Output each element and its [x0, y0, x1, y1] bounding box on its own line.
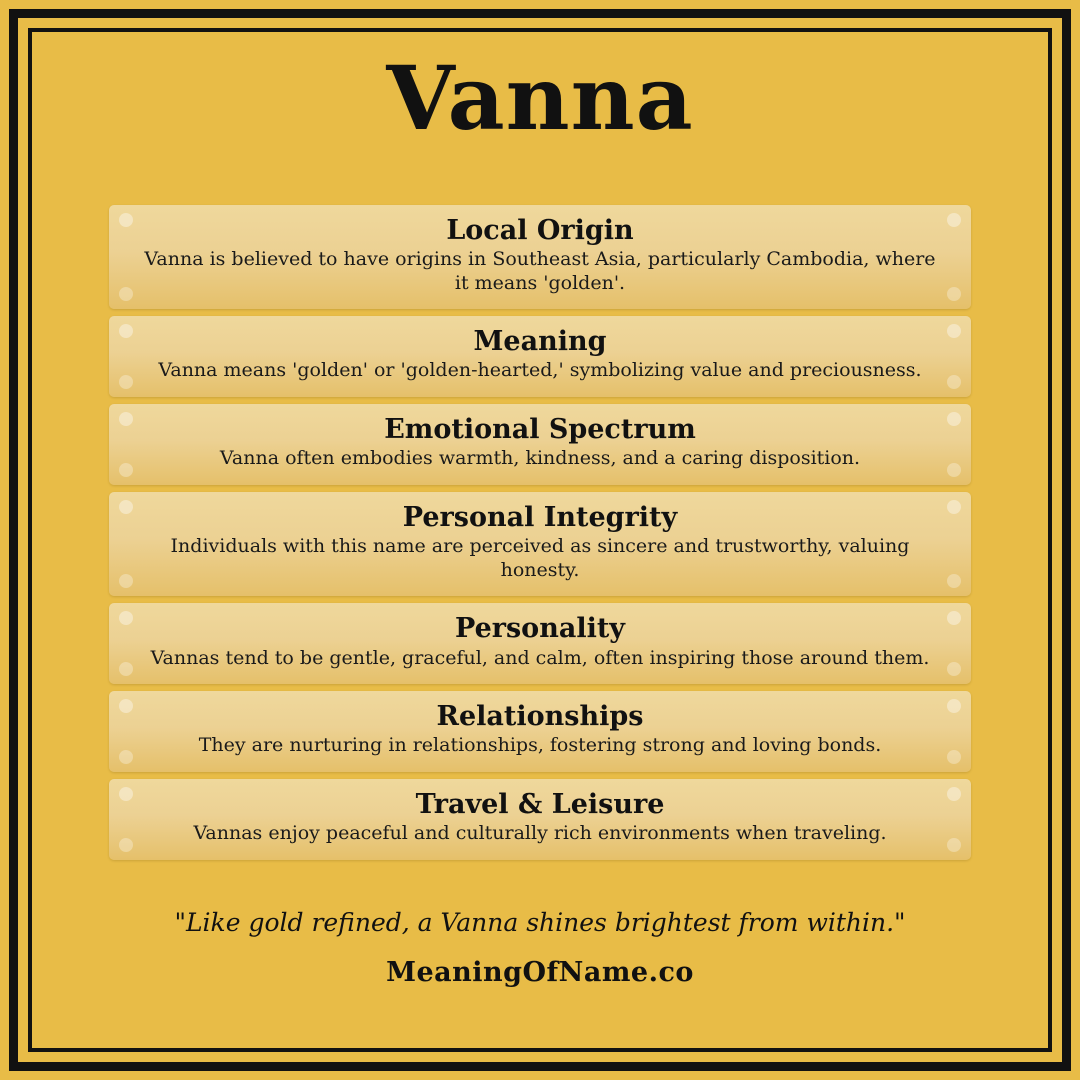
info-card-list: [109, 205, 971, 860]
card-text: Individuals with this name are perceived as sincere and trustworthy, valuing honesty.: [170, 534, 910, 581]
card-title: Emotional Spectrum: [384, 414, 696, 446]
card-text: Vannas tend to be gentle, graceful, and calm, often inspiring those around them.: [150, 646, 930, 669]
list-item: [109, 404, 971, 485]
card-text: Vanna means 'golden' or 'golden-hearted,' symbolizing value and preciousness.: [158, 359, 922, 382]
list-item: [109, 779, 971, 860]
poster-content: [40, 32, 1040, 1048]
card-text: Vanna is believed to have origins in Southeast Asia, particularly Cambodia, where it means 'golden'.: [144, 247, 936, 294]
brand-name: MeaningOfName.co: [386, 956, 694, 988]
card-title: Meaning: [473, 326, 607, 358]
quote-close-mark: ": [894, 907, 906, 937]
card-title: Personal Integrity: [402, 501, 678, 533]
card-title: Relationships: [436, 701, 644, 733]
list-item: [109, 603, 971, 684]
card-title: Local Origin: [446, 214, 634, 246]
list-item: [109, 492, 971, 597]
card-text: They are nurturing in relationships, fostering strong and loving bonds.: [198, 734, 882, 757]
card-text: Vannas enjoy peaceful and culturally rich environments when traveling.: [193, 822, 887, 845]
card-title: Travel & Leisure: [415, 789, 665, 821]
quote-text: Like gold refined, a Vanna shines brightest from within.: [185, 907, 895, 937]
card-text: Vanna often embodies warmth, kindness, and a caring disposition.: [219, 447, 861, 470]
card-title: Personality: [455, 613, 625, 645]
list-item: [109, 691, 971, 772]
page-title: Vanna: [386, 46, 694, 150]
list-item: [109, 316, 971, 397]
list-item: [109, 205, 971, 310]
tagline-quote: [174, 908, 905, 937]
quote-open-mark: ": [174, 907, 186, 937]
